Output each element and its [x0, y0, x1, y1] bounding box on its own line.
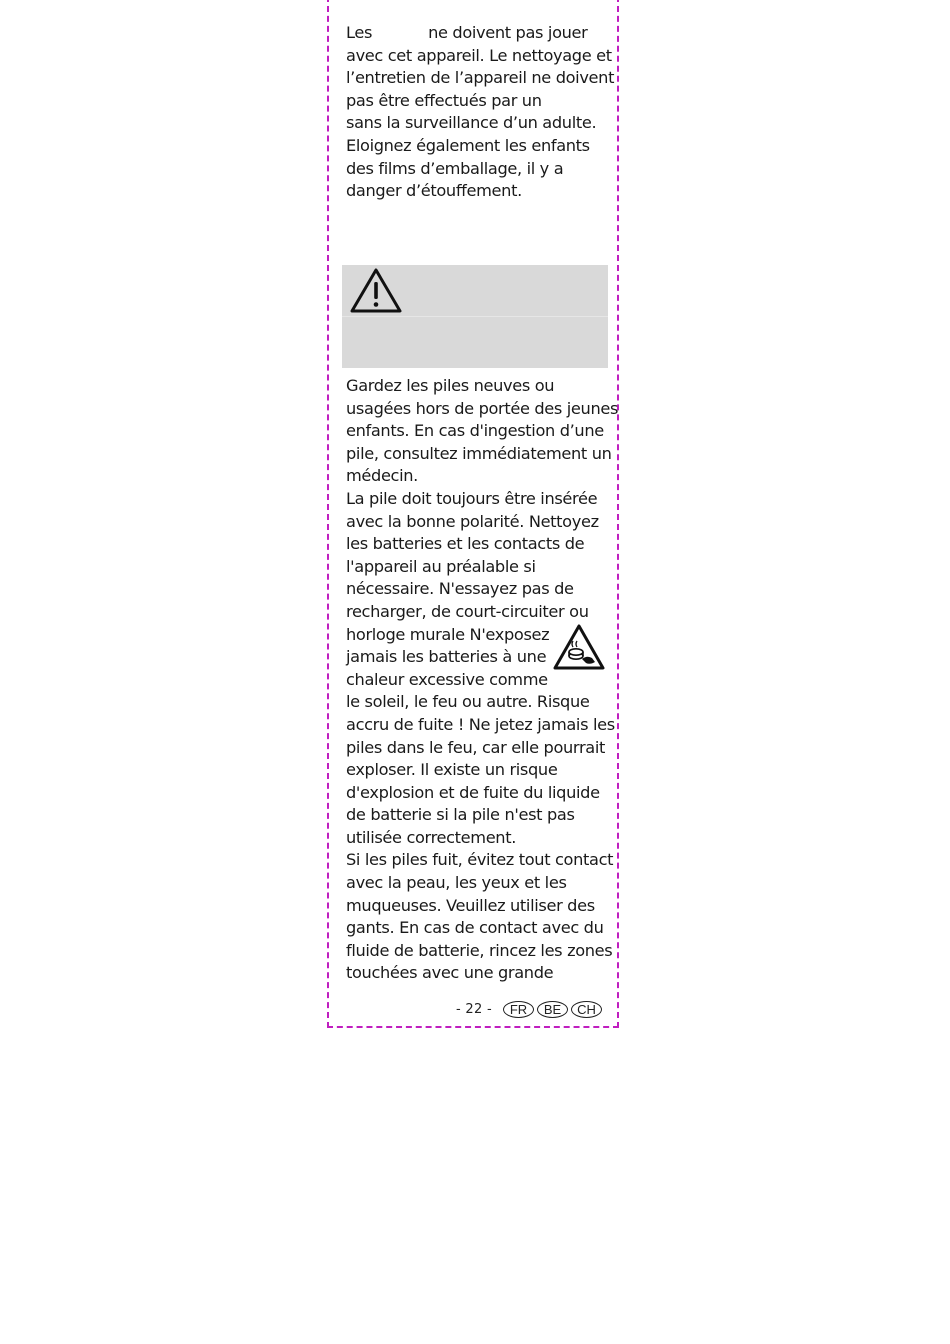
text-line: chaleur excessive comme: [346, 669, 548, 689]
text-line: nécessaire. N'essayez pas de: [346, 579, 574, 599]
text-line: avec la bonne polarité. Nettoyez: [346, 511, 599, 531]
text-line: les batteries et les contacts de: [346, 534, 585, 554]
text-line: [346, 22, 608, 45]
text-line: de batterie si la pile n'est pas: [346, 805, 575, 825]
battery-safety-paragraph: [346, 375, 619, 985]
text-line: accru de fuite ! Ne jetez jamais les: [346, 714, 615, 734]
text-line: médecin.: [346, 466, 418, 486]
warning-triangle-icon: [349, 266, 403, 315]
country-badge-ch: CH: [571, 1001, 602, 1018]
text-line: gants. En cas de contact avec du: [346, 918, 604, 938]
page-number: - 22 -: [456, 1001, 492, 1017]
text-line: exploser. Il existe un risque: [346, 760, 558, 780]
text-line: utilisée correctement.: [346, 827, 517, 847]
country-badge-fr: FR: [503, 1001, 534, 1018]
warning-box-divider: [342, 316, 608, 317]
text-line: enfants. En cas d'ingestion d’une: [346, 421, 604, 441]
text-line: usagées hors de portée des jeunes: [346, 398, 619, 418]
text-line: fluide de batterie, rincez les zones: [346, 940, 613, 960]
text-line: d'explosion et de fuite du liquide: [346, 782, 600, 802]
text-fragment: Les: [346, 23, 373, 42]
text-line: muqueuses. Veuillez utiliser des: [346, 895, 595, 915]
battery-warning-icon: [552, 623, 606, 671]
child-safety-paragraph: [346, 22, 615, 203]
text-line: Gardez les piles neuves ou: [346, 376, 555, 395]
text-line: Si les piles fuit, évitez tout contact: [346, 850, 614, 870]
text-line: des films d’emballage, il y a: [346, 158, 564, 178]
text-line: pile, consultez immédiatement un: [346, 443, 612, 463]
text-line: danger d’étouffement.: [346, 181, 522, 201]
text-line: avec cet appareil. Le nettoyage et: [346, 45, 612, 65]
text-line: La pile doit toujours être insérée: [346, 488, 598, 508]
text-line: pas être effectués par un: [346, 90, 542, 110]
text-fragment: ne doivent pas jouer: [428, 23, 588, 42]
page-footer: [456, 999, 605, 1019]
text-line: l’entretien de l’appareil ne doivent: [346, 68, 615, 88]
text-line: touchées avec une grande: [346, 963, 554, 983]
text-line: avec la peau, les yeux et les: [346, 873, 567, 893]
text-line: sans la surveillance d’un adulte.: [346, 113, 597, 133]
text-line: l'appareil au préalable si: [346, 556, 536, 576]
text-line: Eloignez également les enfants: [346, 135, 590, 155]
text-line: jamais les batteries à une: [346, 647, 547, 667]
text-line: le soleil, le feu ou autre. Risque: [346, 692, 590, 712]
text-line: horloge murale N'exposez: [346, 624, 550, 644]
text-line: recharger, de court-circuiter ou: [346, 601, 589, 621]
country-badge-be: BE: [537, 1001, 568, 1018]
text-line: piles dans le feu, car elle pourrait: [346, 737, 605, 757]
